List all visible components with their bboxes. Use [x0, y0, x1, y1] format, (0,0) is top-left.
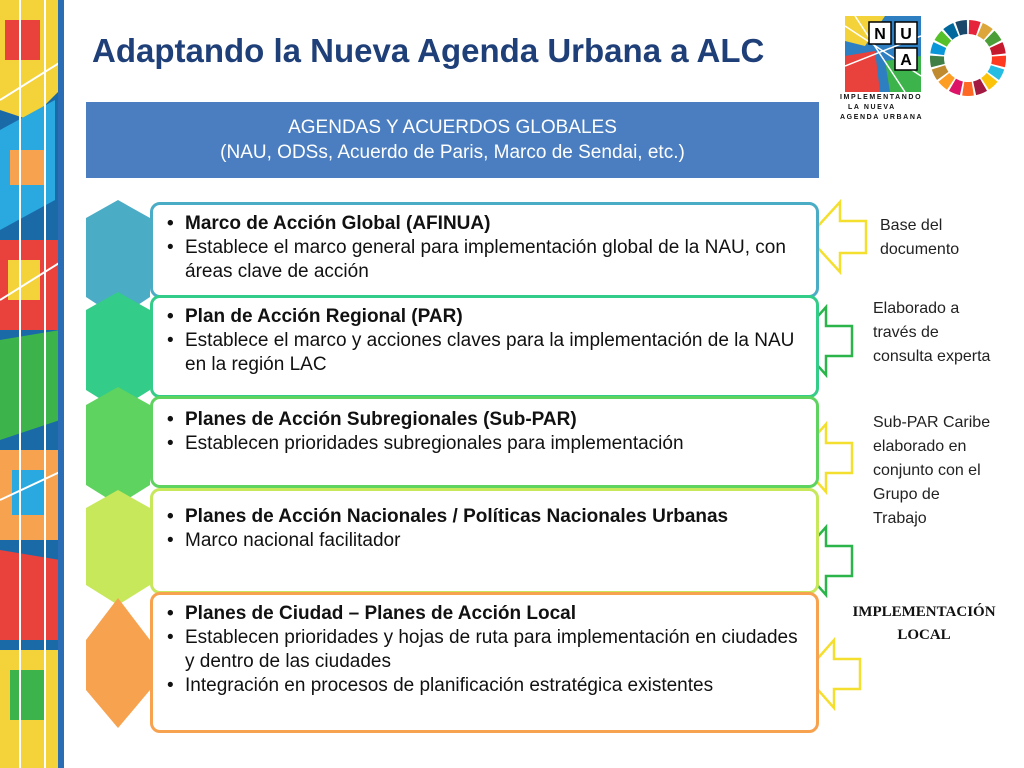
level-chevron — [86, 387, 150, 505]
level-heading: • Marco de Acción Global (AFINUA) — [165, 212, 806, 236]
level-box-national — [150, 488, 819, 594]
note-line: Base del — [880, 217, 943, 234]
note-subpar-caribe — [873, 411, 990, 531]
note-line: elaborado en — [873, 438, 967, 455]
level-box-global — [150, 202, 819, 298]
level-description: • Establecen prioridades y hojas de ruta para implementación en ciudades y dentro de las ciudades — [165, 626, 806, 674]
sdg-wheel-segment — [991, 56, 1006, 68]
level-heading: • Plan de Acción Regional (PAR) — [165, 305, 806, 329]
level-description: • Establece el marco y acciones claves para la implementación de la NAU en la región LAC — [165, 329, 806, 377]
note-line: documento — [880, 241, 960, 258]
note-line: través de — [873, 324, 939, 341]
level-chevron — [86, 200, 150, 318]
page-title: Adaptando la Nueva Agenda Urbana a ALC — [92, 32, 765, 69]
nua-logo — [845, 16, 921, 92]
sdg-wheel-segment — [962, 82, 974, 96]
level-box-regional — [150, 295, 819, 398]
level-chevron — [86, 490, 150, 605]
note-line: Elaborado a — [873, 300, 960, 317]
impl-line: LOCAL — [897, 627, 951, 643]
note-line: Sub-PAR Caribe — [873, 414, 991, 431]
note-base-document — [880, 214, 959, 262]
level-box-subregional — [150, 396, 819, 488]
nua-caption-line: LA NUEVA — [848, 104, 896, 111]
level-description: • Marco nacional facilitador — [165, 529, 806, 553]
impl-line: IMPLEMENTACIÓN — [852, 604, 996, 620]
note-line: Grupo de — [873, 486, 940, 503]
nua-caption-line: IMPLEMENTANDO — [840, 94, 923, 101]
global-box-title: AGENDAS Y ACUERDOS GLOBALES — [288, 117, 617, 138]
global-agendas-box — [86, 102, 819, 178]
level-heading: • Planes de Ciudad – Planes de Acción Local — [165, 602, 806, 626]
logo-letter-n: N — [874, 26, 886, 43]
level-description: • Integración en procesos de planificación estratégica existentes — [165, 674, 806, 698]
local-implementation-label — [838, 601, 1010, 647]
nua-caption-line: AGENDA URBANA — [840, 114, 924, 121]
level-description: • Establece el marco general para implementación global de la NAU, con áreas clave de acción — [165, 236, 806, 284]
nua-logo-caption — [840, 93, 930, 123]
level-heading: • Planes de Acción Subregionales (Sub-PAR) — [165, 408, 806, 432]
level-description: • Establecen prioridades subregionales para implementación — [165, 432, 806, 456]
level-box-local — [150, 592, 819, 733]
sdg-wheel-logo — [928, 18, 1008, 98]
global-box-subtitle: (NAU, ODSs, Acuerdo de Paris, Marco de Sendai, etc.) — [220, 142, 685, 163]
note-line: Trabajo — [873, 510, 927, 527]
note-expert-consultation — [873, 297, 990, 369]
note-line: conjunto con el — [873, 462, 981, 479]
logo-letter-a: A — [900, 52, 912, 69]
sdg-wheel-segment — [930, 56, 945, 68]
note-line: consulta experta — [873, 348, 991, 365]
level-chevron — [86, 598, 150, 728]
decorative-map-strip — [0, 0, 64, 768]
level-chevron — [86, 292, 150, 410]
level-heading: • Planes de Acción Nacionales / Políticas Nacionales Urbanas — [165, 505, 806, 529]
logo-letter-u: U — [900, 26, 912, 43]
